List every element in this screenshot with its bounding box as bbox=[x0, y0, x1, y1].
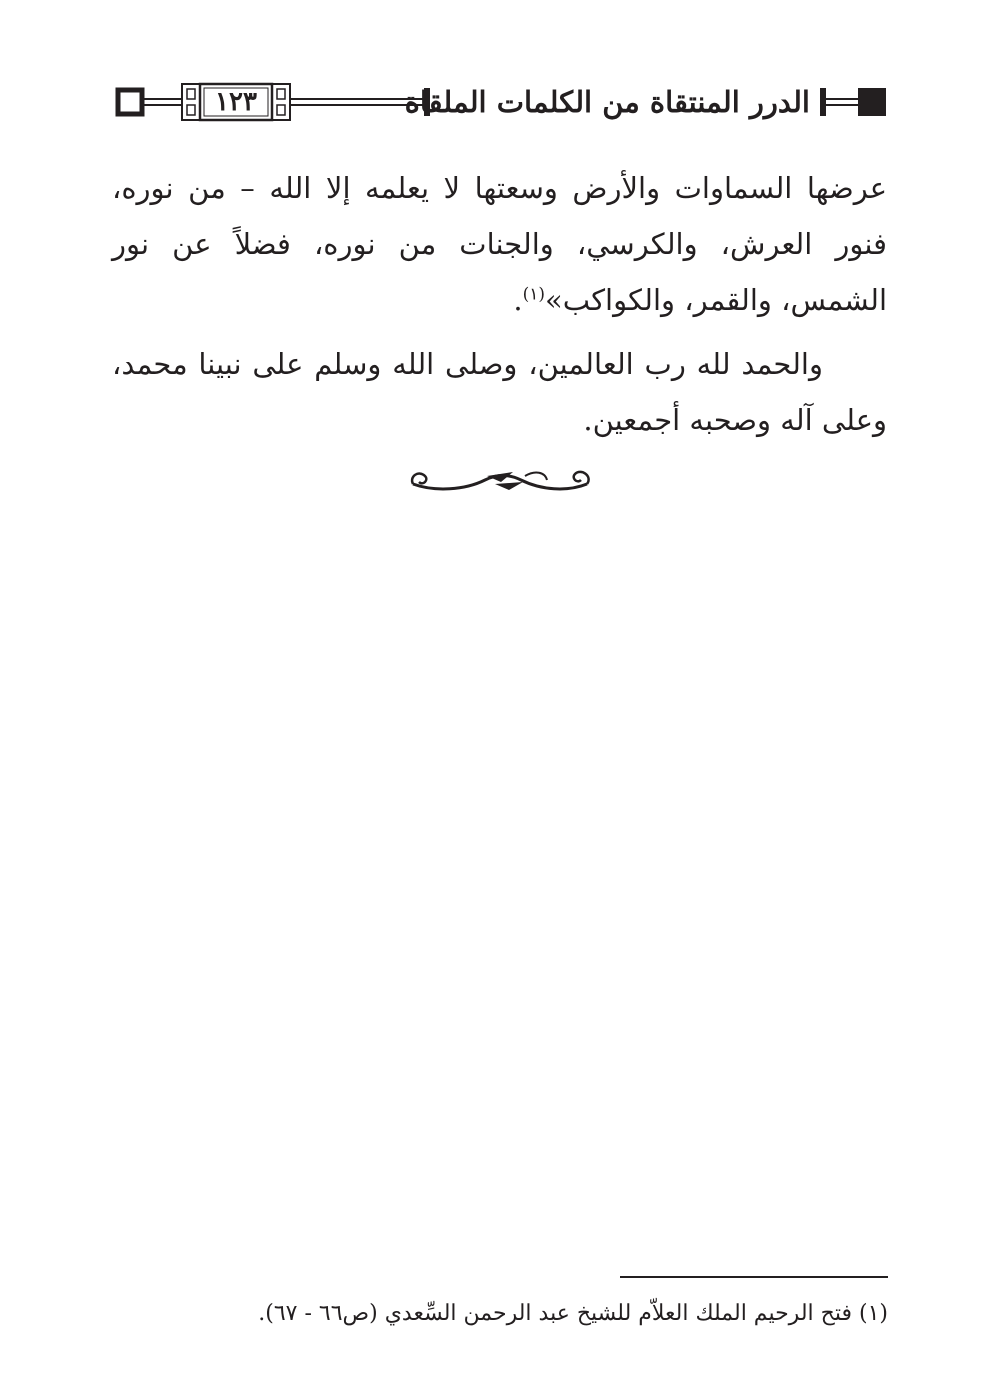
footnote-marker: (١) bbox=[522, 284, 546, 305]
closing-paragraph: والحمد لله رب العالمين، وصلى الله وسلم على نبينا محمد، وعلى آله وصحبه أجمعين. bbox=[112, 347, 887, 437]
floral-ornament-icon bbox=[405, 462, 595, 498]
main-text bbox=[112, 160, 887, 448]
footnote-rule bbox=[620, 1276, 888, 1278]
footnote: (١) فتح الرحيم الملك العلاّم للشيخ عبد الرحمن السِّعدي (ص٦٦ - ٦٧). bbox=[258, 1301, 888, 1326]
paragraph-text: عرضها السماوات والأرض وسعتها لا يعلمه إلا الله – من نوره، فنور العرش، والكرسي، والجنات من نوره، فضلاً عن نور الشمس، والقمر، والكواكب» bbox=[112, 171, 888, 317]
book-title: الدرر المنتقاة من الكلمات الملقاة bbox=[404, 85, 810, 119]
page-number: ١٢٣ bbox=[215, 87, 257, 117]
paragraph bbox=[112, 160, 887, 328]
paragraph-end: . bbox=[513, 283, 523, 317]
